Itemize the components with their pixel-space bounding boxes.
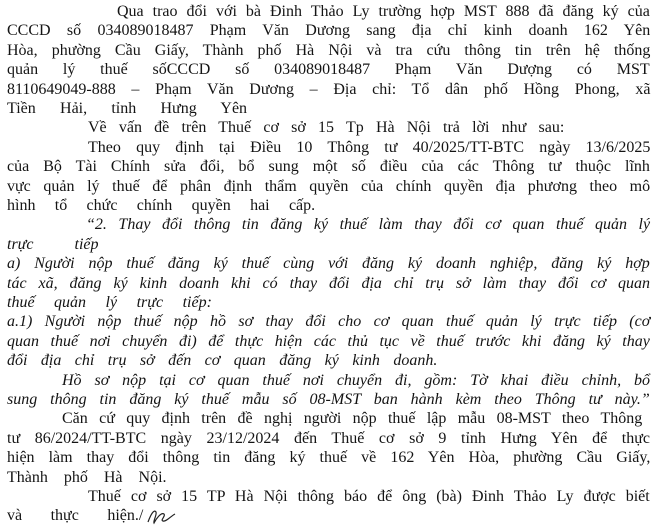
- text-line-4: quản lý thuế sốCCCD số 034089018487 Phạm Văn Dượng có MST: [7, 61, 650, 79]
- text-line-16: Thuế cơ sở 15 TP Hà Nội thông báo để ông (bà) Đinh Thảo Ly được biết: [88, 488, 650, 505]
- quote-line-8: đổi địa chỉ trụ sở đến cơ quan đăng ký kinh doanh.: [7, 352, 438, 370]
- quote-line-1: “2. Thay đổi thông tin đăng ký thuế làm thay đổi cơ quan thuế quản lý: [86, 216, 651, 234]
- text-line-9: của Bộ Tài Chính sửa đổi, bổ sung một số điều của các Thông tư thuộc lĩnh: [7, 158, 650, 176]
- text-line-14: hiện làm thay đổi thông tin đăng ký thuế về 162 Yên Hòa, phường Cầu Giấy,: [7, 449, 651, 467]
- quote-line-9: Hồ sơ nộp tại cơ quan thuế nơi chuyển đi, gồm: Tờ khai điều chỉnh, bổ: [62, 371, 651, 389]
- text-line-7: Về vấn đề trên Thuế cơ sở 15 Tp Hà Nội trả lời như sau:: [88, 119, 565, 137]
- quote-line-7: quan thuế nơi chuyển đi) để thực hiện các thủ tục về thuế trước khi đăng ký thay: [7, 332, 650, 350]
- text-line-5: 8110649049-888 – Phạm Văn Dương – Địa chỉ: Tổ dân phố Hồng Phong, xã: [7, 80, 651, 98]
- text-line-10: vực quản lý thuế để phân định thẩm quyền của chính quyền địa phương theo mô: [7, 177, 651, 195]
- text-line-8: Theo quy định tại Điều 10 Thông tư 40/2025/TT-BTC ngày 13/6/2025: [88, 138, 651, 156]
- text-line-12: Căn cứ quy định trên đề nghị người nộp thuế lập mẫu 08-MST theo Thông: [62, 410, 643, 428]
- quote-line-3: a) Người nộp thuế đăng ký thuế cùng với đăng ký doanh nghiệp, đăng ký hợp: [7, 255, 650, 273]
- text-line-1: Qua trao đổi với bà Đinh Thảo Ly trường hợp MST 888 đã đăng ký của: [117, 3, 650, 20]
- text-line-13: tư 86/2024/TT-BTC ngày 23/12/2024 đến Thuế cơ sở 9 tỉnh Hưng Yên để thực: [7, 429, 651, 447]
- quote-line-5: thuế quản lý trực tiếp:: [7, 294, 212, 311]
- quote-line-2: trực tiếp: [7, 235, 99, 253]
- text-line-17: [7, 506, 177, 526]
- closing-text: và thực hiện./: [7, 507, 144, 525]
- text-line-3: Hòa, phường Cầu Giấy, Thành phố Hà Nội và tra cứu thông tin trên hệ thống: [7, 41, 651, 59]
- text-line-15: Thành phố Hà Nội.: [7, 468, 167, 486]
- signature-mark: [145, 506, 177, 526]
- text-line-11: hình tổ chức chính quyền hai cấp.: [7, 197, 316, 214]
- quote-line-4: tác xã, đăng ký kinh doanh khi có thay đổi địa chỉ trụ sở làm thay đổi cơ quan: [7, 274, 651, 292]
- text-line-6: Tiền Hải, tỉnh Hưng Yên: [7, 100, 248, 117]
- quote-line-6: a.1) Người nộp thuế nộp hồ sơ thay đổi cho cơ quan thuế quản lý trực tiếp (cơ: [7, 313, 651, 331]
- text-line-2: CCCD số 034089018487 Phạm Văn Dương sang địa chỉ kinh doanh 162 Yên: [7, 22, 651, 40]
- quote-line-10: sung thông tin đăng ký thuế mẫu số 08-MST ban hành kèm theo Thông tư này.”: [7, 391, 650, 408]
